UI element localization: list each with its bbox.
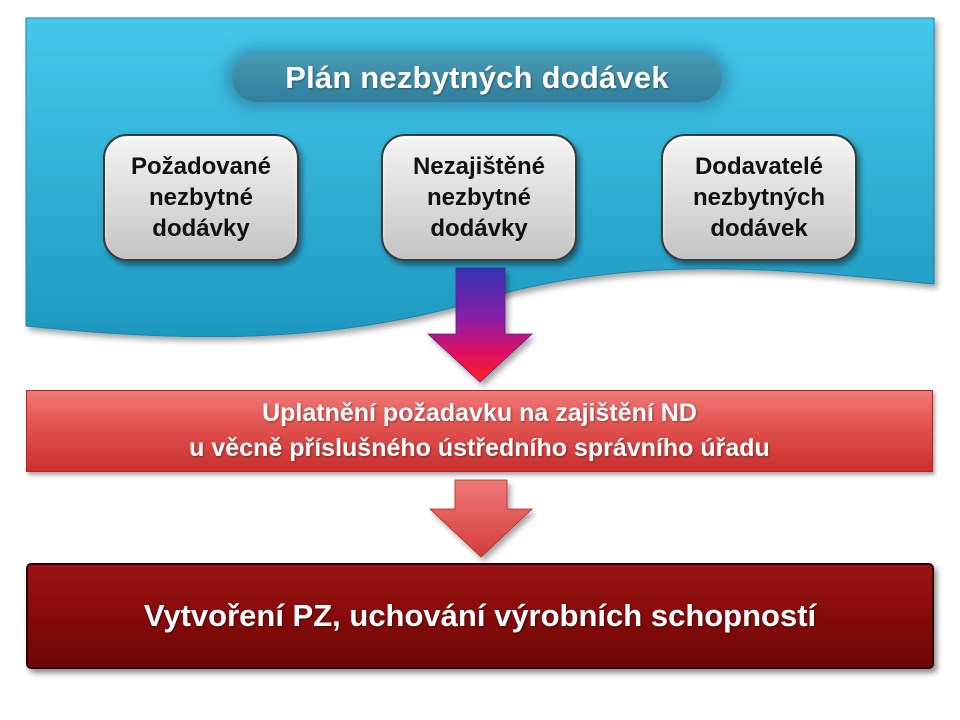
box-label-line: nezbytné	[426, 184, 531, 211]
box-required-supplies	[103, 134, 299, 261]
box-unsecured-supplies	[381, 134, 577, 261]
request-bar-line-2: u věcně příslušného ústředního správního úřadu	[189, 434, 770, 462]
arrow-down-icon	[430, 480, 532, 557]
box-label-line: dodávky	[152, 215, 250, 242]
box-label-line: dodávky	[430, 215, 528, 242]
box-label-line: nezbytné	[148, 184, 253, 211]
box-label-line: dodávek	[710, 215, 808, 242]
box-label-line: Požadované	[130, 153, 272, 180]
box-label-line: nezbytných	[692, 184, 826, 211]
diagram-title: Plán nezbytných dodávek	[232, 54, 722, 102]
box-label-line: Dodavatelé	[694, 153, 824, 180]
result-bar	[26, 563, 934, 669]
box-suppliers	[661, 134, 857, 261]
request-bar	[26, 390, 933, 472]
box-label-line: Nezajištěné	[412, 153, 546, 180]
result-bar-label: Vytvoření PZ, uchování výrobních schopností	[143, 598, 817, 633]
request-bar-line-1: Uplatnění požadavku na zajištění ND	[262, 399, 697, 427]
